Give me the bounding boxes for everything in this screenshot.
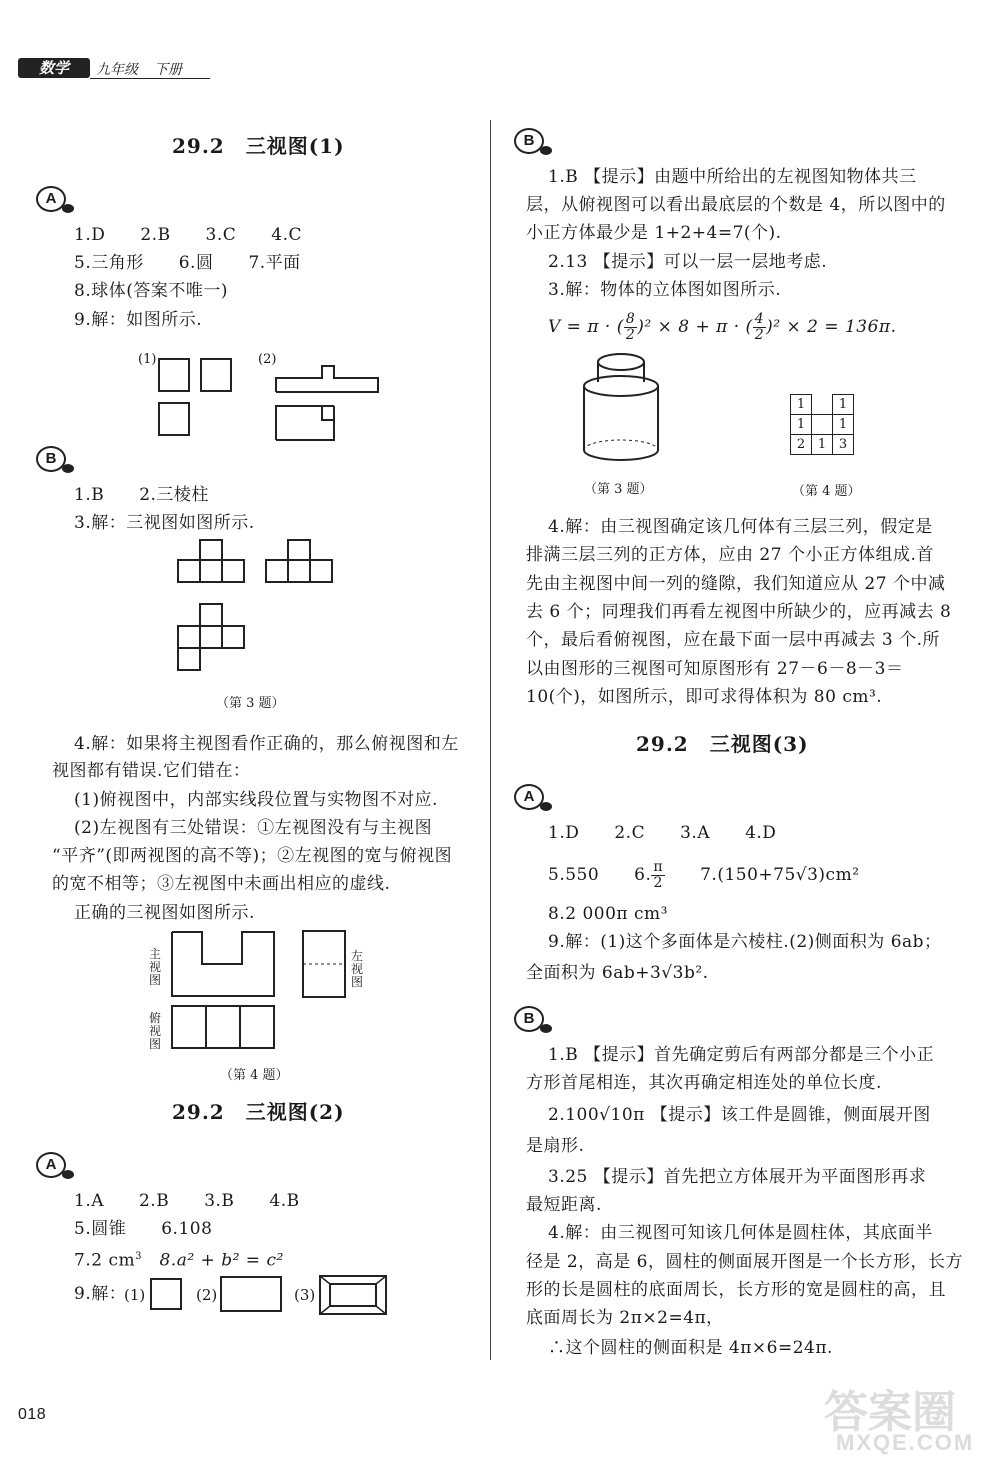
fraction-pi-2: [651, 860, 665, 891]
grid-cell: 2: [791, 435, 812, 455]
sec2-l3: (3): [294, 1286, 316, 1304]
sec2-line4: 9.解：: [74, 1284, 127, 1304]
rb-line3: 2.13 【提示】可以一层一层地考虑.: [548, 252, 828, 272]
grid-cell: 1: [791, 395, 812, 415]
grid-cell: 1: [812, 435, 833, 455]
badge-a-label: A: [45, 1156, 57, 1173]
pi-den: 2: [653, 875, 663, 891]
sec3-a-line1: 1.D 2.C 3.A 4.D: [548, 823, 777, 843]
watermark-logo: 答案圈: [824, 1388, 956, 1437]
label-left-view: 左视图: [350, 949, 363, 989]
header: [18, 58, 198, 80]
stacked-cylinder-figure: [576, 350, 686, 470]
sec1-b-line2: 3.解：三视图如图所示.: [74, 513, 255, 533]
sec2-line3-a: 7.2 cm: [74, 1250, 136, 1271]
fig-label-2: (2): [258, 352, 277, 367]
sec2-line1: 1.A 2.B 3.B 4.B: [74, 1191, 300, 1211]
main-view: [170, 930, 276, 998]
grid-cell: 1: [791, 415, 812, 435]
sec3-b-line1: 方形首尾相连，其次再确定相连处的单位长度.: [526, 1073, 882, 1093]
watermark-url: MXQE.COM: [836, 1430, 975, 1455]
header-grade: 九年级: [96, 62, 138, 78]
sec3-b-line8: 形的长是圆柱的底面周长，长方形的宽是圆柱的高，且: [526, 1280, 946, 1300]
sec1-a-line3: 8.球体(答案不唯一): [74, 281, 228, 301]
badge-b-icon: [36, 446, 66, 472]
cube-count-grid: [790, 394, 854, 455]
view-square: [200, 358, 232, 392]
sec3-b-line10: ∴这个圆柱的侧面积是 4π×6=24π.: [548, 1338, 833, 1358]
sec1-b4-line6: 正确的三视图如图所示.: [74, 903, 255, 923]
l-shape-view: [274, 364, 384, 444]
formula-pre: V = π ·: [548, 317, 611, 337]
formula-mid: ² × 8 + π ·: [644, 317, 740, 337]
frac2-num: 4: [754, 311, 765, 327]
rb-line1: 层，从俯视图可以看出最底层的个数是 4，所以图中的: [526, 195, 946, 215]
sec1-b4-line1: 视图都有错误.它们错在：: [52, 761, 251, 781]
sec3-b-line3: 是扇形.: [526, 1136, 585, 1156]
sec3-a-line4: 9.解：(1)这个多面体是六棱柱.(2)侧面积为 6ab；: [548, 932, 942, 952]
label-top-view: 俯视图: [148, 1011, 161, 1051]
rb-p4-line5: 以由图形的三视图可知原图形有 27－6－8－3＝: [526, 659, 904, 679]
badge-a-icon: [36, 186, 66, 212]
sec3-a-line3: 8.2 000π cm³: [548, 904, 668, 924]
square-view: [150, 1278, 182, 1310]
rb-cap4: （第 4 题）: [792, 484, 861, 499]
header-underline: [90, 78, 210, 79]
fraction-4-2: [753, 312, 766, 343]
sec1-title: 29.2 三视图(1): [172, 134, 345, 158]
sec2-title: 29.2 三视图(2): [172, 1100, 345, 1124]
sec2-line3-b: 8.a² + b² = c²: [141, 1250, 284, 1271]
sec3-b-line5: 最短距离.: [526, 1195, 602, 1215]
sec1-a-line1: 1.D 2.B 3.C 4.C: [74, 225, 303, 245]
sec2-line2: 5.圆锥 6.108: [74, 1219, 213, 1239]
badge-b-label: B: [523, 1010, 535, 1027]
grid-cell-empty: [812, 395, 833, 415]
rb-p4-line0: 4.解：由三视图确定该几何体有三层三列，假定是: [548, 517, 933, 537]
fig-label-1: (1): [138, 352, 157, 367]
fraction-8-2: [624, 312, 637, 343]
sec3-b-line7: 径是 2，高是 6，圆柱的侧面展开图是一个长方形，长方: [526, 1252, 963, 1272]
rb-line0: 1.B 【提示】由题中所给出的左视图知物体共三: [548, 167, 917, 187]
grid-cell: 3: [833, 435, 854, 455]
sec3-b-line6: 4.解：由三视图可知该几何体是圆柱体，其底面半: [548, 1223, 933, 1243]
sec3-b-line9: 底面周长为 2π×2=4π，: [526, 1308, 724, 1328]
sec1-b4-line4: “平齐”(即两视图的高不等)；②左视图的宽与俯视图: [52, 846, 453, 866]
sec2-l1: (1): [124, 1286, 146, 1304]
badge-b-icon: [514, 128, 544, 154]
rectangle-view: [220, 1276, 282, 1312]
badge-b-label: B: [45, 450, 57, 467]
badge-a-icon: [36, 1152, 66, 1178]
rb-p4-line3: 去 6 个；同理我们再看左视图中所缺少的，应再减去 8: [526, 602, 952, 622]
grid-cell: 1: [833, 395, 854, 415]
badge-a-label: A: [523, 788, 535, 805]
top-view: [170, 1004, 276, 1050]
view-square: [158, 358, 190, 392]
sec1-b4-line5: 的宽不相等；③左视图中未画出相应的虚线.: [52, 874, 391, 894]
sec3-a-line2-pre: 5.550 6.: [548, 865, 652, 885]
sec3-title: 29.2 三视图(3): [636, 732, 809, 756]
grid-cell-empty: [812, 415, 833, 435]
badge-b-icon: [514, 1006, 544, 1032]
rb-p4-line6: 10(个)，如图所示，即可求得体积为 80 cm³.: [526, 687, 883, 707]
sec3-b-line0: 1.B 【提示】首先确定剪后有两部分都是三个小正: [548, 1045, 935, 1065]
frac1-den: 2: [625, 327, 636, 343]
rb-p4-line2: 先由主视图中间一列的缝隙，我们知道应从 27 个中减: [526, 574, 946, 594]
sec1-b4-line0: 4.解：如果将主视图看作正确的，那么俯视图和左: [74, 734, 459, 754]
sec1-cap3: （第 3 题）: [216, 696, 285, 711]
frac2-den: 2: [754, 327, 765, 343]
sec1-b4-line2: (1)俯视图中，内部实线段位置与实物图不对应.: [74, 790, 438, 810]
left-view: [302, 930, 346, 998]
rb-line2: 小正方体最少是 1+2+4=7(个).: [526, 223, 782, 243]
badge-a-icon: [514, 784, 544, 810]
sec1-b4-line3: (2)左视图有三处错误：①左视图没有与主视图: [74, 818, 433, 838]
grid-cell: 1: [833, 415, 854, 435]
sec1-cap4: （第 4 题）: [220, 1068, 289, 1083]
volume-formula: V = π · ( $\frac{8}{2}$ )² × 8 + π · ( $\frac{4}{2}$ )² × 2 = 136π.: [548, 311, 897, 343]
rb-p4-line4: 个，最后看俯视图，应在最下面一层中再减去 3 个.所: [526, 630, 941, 650]
frustum-view: [318, 1274, 388, 1316]
sec2-line3: [74, 1246, 284, 1272]
frac1-num: 8: [625, 311, 636, 327]
formula-post: ² × 2 = 136π.: [773, 317, 897, 337]
sec3-a-line2-post: 7.(150+75√3)cm²: [665, 865, 860, 885]
sec1-b-line1: 1.B 2.三棱柱: [74, 485, 209, 505]
sec3-a-line2: [548, 860, 860, 891]
column-divider: [490, 120, 491, 1360]
pi-num: π: [653, 859, 664, 875]
sec1-a-line2: 5.三角形 6.圆 7.平面: [74, 253, 301, 273]
rb-cap3: （第 3 题）: [584, 482, 653, 497]
badge-a-label: A: [45, 190, 57, 207]
rb-p4-line1: 排满三层三列的正方体，应由 27 个小正方体组成.首: [526, 545, 934, 565]
sec1-a-line4: 9.解：如图所示.: [74, 310, 203, 330]
sec3-b-line4: 3.25 【提示】首先把立方体展开为平面图形再求: [548, 1167, 927, 1187]
rb-line4: 3.解：物体的立体图如图所示.: [548, 280, 782, 300]
page-number: 018: [18, 1406, 47, 1423]
label-main-view: 主视图: [148, 947, 161, 987]
badge-b-label: B: [523, 132, 535, 149]
sec2-l2: (2): [196, 1286, 218, 1304]
sec2-line3-sup: 3: [135, 1251, 142, 1262]
sec3-b-line2: 2.100√10π 【提示】该工件是圆锥，侧面展开图: [548, 1105, 931, 1125]
sec3-a-line5: 全面积为 6ab+3√3b².: [526, 963, 709, 983]
header-volume: 下册: [154, 62, 182, 78]
view-square: [158, 402, 190, 436]
header-subject: 数学: [18, 58, 90, 78]
three-view-figure: [176, 538, 336, 688]
